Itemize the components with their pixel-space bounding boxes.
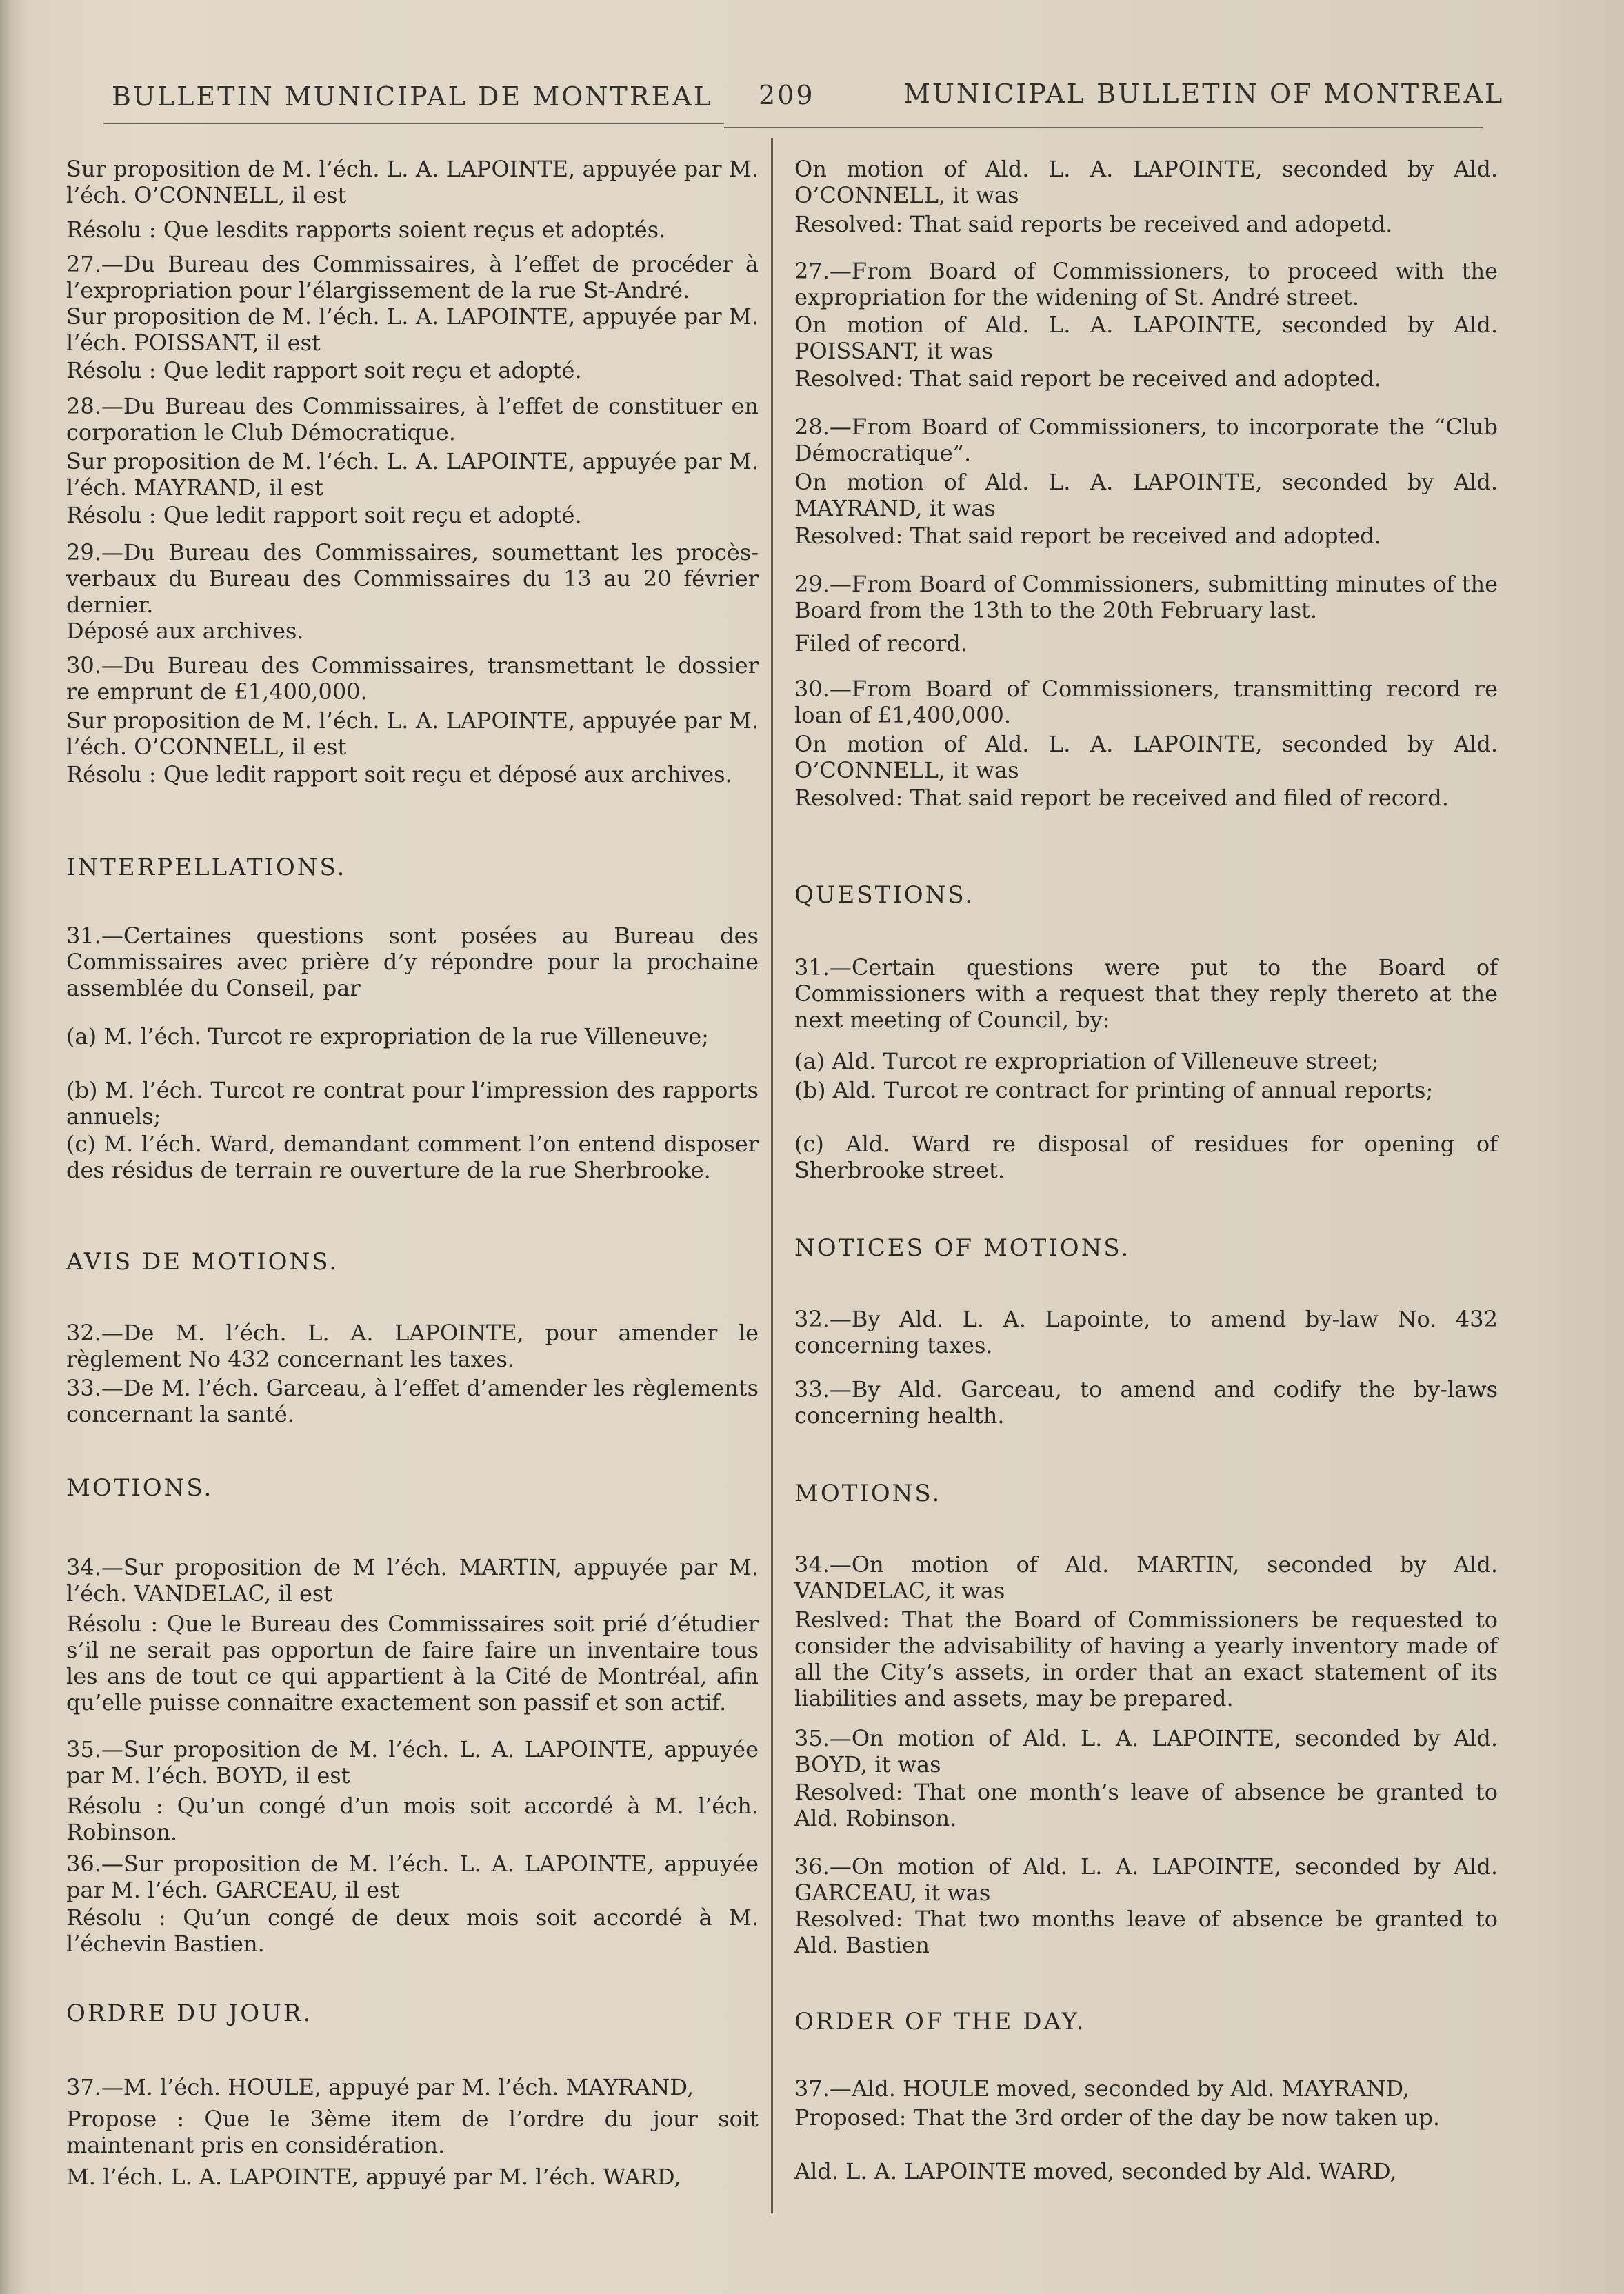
header-english-title: MUNICIPAL BULLETIN OF MONTREAL [903, 79, 1505, 109]
en-section-heading: MOTIONS. [794, 1480, 942, 1507]
fr-paragraph: (c) M. l’éch. Ward, demandant comment l’on entend disposer des résidus de terrain re ouverture de la rue Sherbrooke. [66, 1131, 759, 1183]
fr-paragraph: Résolu : Que le Bureau des Commissaires soit prié d’étudier s’il ne serait pas opportun de faire faire un inventaire tous les ans de tout ce qui appartient à la Cité de Montréal, afin qu’elle puisse connaitre exactement son passif et son actif. [66, 1611, 759, 1716]
en-paragraph: 28.—From Board of Commissioners, to incorporate the “Club Démocratique”. [794, 414, 1498, 466]
fr-paragraph: Sur proposition de M. l’éch. L. A. LAPOINTE, appuyée par M. l’éch. O’CONNELL, il est [66, 707, 759, 760]
en-paragraph: 36.—On motion of Ald. L. A. LAPOINTE, seconded by Ald. GARCEAU, it was [794, 1853, 1498, 1906]
header-french-title: BULLETIN MUNICIPAL DE MONTREAL [112, 81, 713, 112]
en-paragraph: 33.—By Ald. Garceau, to amend and codify the by-laws concerning health. [794, 1376, 1498, 1429]
en-paragraph: 30.—From Board of Commissioners, transmitting record re loan of £1,400,000. [794, 676, 1498, 728]
fr-paragraph: Résolu : Que lesdits rapports soient reçus et adoptés. [66, 217, 666, 243]
fr-paragraph: 36.—Sur proposition de M. l’éch. L. A. LAPOINTE, appuyée par M. l’éch. GARCEAU, il est [66, 1851, 759, 1903]
fr-paragraph: Résolu : Que ledit rapport soit reçu et adopté. [66, 502, 582, 528]
en-paragraph: On motion of Ald. L. A. LAPOINTE, seconded by Ald. POISSANT, it was [794, 312, 1498, 364]
fr-paragraph: 32.—De M. l’éch. L. A. LAPOINTE, pour amender le règlement No 432 concernant les taxes. [66, 1320, 759, 1372]
en-paragraph: 27.—From Board of Commissioners, to proceed with the expropriation for the widening of St. André street. [794, 258, 1498, 310]
header-rule-right [724, 127, 1483, 128]
column-divider [771, 138, 773, 2213]
fr-paragraph: 28.—Du Bureau des Commissaires, à l’effet de constituer en corporation le Club Démocratique. [66, 393, 759, 445]
fr-paragraph: M. l’éch. L. A. LAPOINTE, appuyé par M. l’éch. WARD, [66, 2164, 681, 2190]
en-section-heading: NOTICES OF MOTIONS. [794, 1234, 1131, 1262]
en-paragraph: Filed of record. [794, 630, 968, 656]
en-paragraph: 29.—From Board of Commissioners, submitting minutes of the Board from the 13th to the 20th February last. [794, 571, 1498, 623]
en-paragraph: Reslved: That the Board of Commissioners be requested to consider the advisability of having a yearly inventory made of all the City’s assets, in order that an exact statement of its liabilities and assets, may be prepared. [794, 1607, 1498, 1711]
en-paragraph: Resolved: That two months leave of absence be granted to Ald. Bastien [794, 1906, 1498, 1958]
en-paragraph: 31.—Certain questions were put to the Board of Commissioners with a request that they reply thereto at the next meeting of Council, by: [794, 954, 1498, 1033]
en-paragraph: On motion of Ald. L. A. LAPOINTE, seconded by Ald. MAYRAND, it was [794, 469, 1498, 521]
en-paragraph: 34.—On motion of Ald. MARTIN, seconded by Ald. VANDELAC, it was [794, 1551, 1498, 1604]
en-paragraph: Proposed: That the 3rd order of the day be now taken up. [794, 2104, 1441, 2131]
fr-paragraph: 35.—Sur proposition de M. l’éch. L. A. LAPOINTE, appuyée par M. l’éch. BOYD, il est [66, 1736, 759, 1789]
en-paragraph: On motion of Ald. L. A. LAPOINTE, seconded by Ald. O’CONNELL, it was [794, 731, 1498, 783]
en-paragraph: (b) Ald. Turcot re contract for printing of annual reports; [794, 1077, 1434, 1103]
fr-paragraph: Résolu : Que ledit rapport soit reçu et déposé aux archives. [66, 761, 732, 787]
fr-paragraph: (b) M. l’éch. Turcot re contrat pour l’impression des rapports annuels; [66, 1077, 759, 1129]
en-paragraph: Resolved: That one month’s leave of absence be granted to Ald. Robinson. [794, 1779, 1498, 1831]
fr-paragraph: 34.—Sur proposition de M l’éch. MARTIN, appuyée par M. l’éch. VANDELAC, il est [66, 1554, 759, 1607]
fr-section-heading: ORDRE DU JOUR. [66, 2000, 313, 2027]
fr-paragraph: Propose : Que le 3ème item de l’ordre du jour soit maintenant pris en considération. [66, 2106, 759, 2158]
fr-paragraph: 33.—De M. l’éch. Garceau, à l’effet d’amender les règlements concernant la santé. [66, 1375, 759, 1427]
fr-section-heading: MOTIONS. [66, 1474, 214, 1502]
fr-paragraph: Résolu : Qu’un congé d’un mois soit accordé à M. l’éch. Robinson. [66, 1793, 759, 1845]
fr-paragraph: 29.—Du Bureau des Commissaires, soumettant les procès-verbaux du Bureau des Commissaires du 13 au 20 février dernier. [66, 539, 759, 618]
en-paragraph: Resolved: That said report be received and adopted. [794, 523, 1381, 549]
en-paragraph: 35.—On motion of Ald. L. A. LAPOINTE, seconded by Ald. BOYD, it was [794, 1725, 1498, 1778]
fr-paragraph: 31.—Certaines questions sont posées au Bureau des Commissaires avec prière d’y répondre pour la prochaine assemblée du Conseil, par [66, 923, 759, 1001]
en-section-heading: ORDER OF THE DAY. [794, 2008, 1086, 2035]
en-paragraph: 32.—By Ald. L. A. Lapointe, to amend by-law No. 432 concerning taxes. [794, 1306, 1498, 1358]
en-paragraph: 37.—Ald. HOULE moved, seconded by Ald. MAYRAND, [794, 2075, 1410, 2102]
fr-paragraph: Déposé aux archives. [66, 618, 304, 644]
en-paragraph: Ald. L. A. LAPOINTE moved, seconded by Ald. WARD, [794, 2158, 1397, 2184]
fr-paragraph: 37.—M. l’éch. HOULE, appuyé par M. l’éch. MAYRAND, [66, 2074, 694, 2100]
en-paragraph: (c) Ald. Ward re disposal of residues for opening of Sherbrooke street. [794, 1131, 1498, 1183]
fr-paragraph: (a) M. l’éch. Turcot re expropriation de la rue Villeneuve; [66, 1023, 709, 1049]
running-header [0, 74, 1624, 116]
fr-section-heading: AVIS DE MOTIONS. [66, 1248, 339, 1276]
en-paragraph: On motion of Ald. L. A. LAPOINTE, seconded by Ald. O’CONNELL, it was [794, 156, 1498, 208]
page-number: 209 [759, 80, 815, 110]
fr-paragraph: Résolu : Qu’un congé de deux mois soit accordé à M. l’échevin Bastien. [66, 1904, 759, 1957]
en-paragraph: Resolved: That said report be received and adopted. [794, 365, 1381, 392]
fr-paragraph: Sur proposition de M. l’éch. L. A. LAPOINTE, appuyée par M. l’éch. POISSANT, il est [66, 303, 759, 356]
fr-paragraph: 30.—Du Bureau des Commissaires, transmettant le dossier re emprunt de £1,400,000. [66, 652, 759, 705]
header-rule-left [103, 123, 724, 124]
fr-paragraph: 27.—Du Bureau des Commissaires, à l’effet de procéder à l’expropriation pour l’élargissement de la rue St-André. [66, 251, 759, 303]
fr-paragraph: Sur proposition de M. l’éch. L. A. LAPOINTE, appuyée par M. l’éch. MAYRAND, il est [66, 448, 759, 501]
fr-paragraph: Sur proposition de M. l’éch. L. A. LAPOINTE, appuyée par M. l’éch. O’CONNELL, il est [66, 156, 759, 208]
en-section-heading: QUESTIONS. [794, 881, 975, 909]
fr-section-heading: INTERPELLATIONS. [66, 854, 347, 881]
en-paragraph: (a) Ald. Turcot re expropriation of Villeneuve street; [794, 1048, 1379, 1074]
fr-paragraph: Résolu : Que ledit rapport soit reçu et adopté. [66, 357, 582, 383]
en-paragraph: Resolved: That said reports be received and adopetd. [794, 211, 1393, 237]
en-paragraph: Resolved: That said report be received and filed of record. [794, 785, 1449, 811]
